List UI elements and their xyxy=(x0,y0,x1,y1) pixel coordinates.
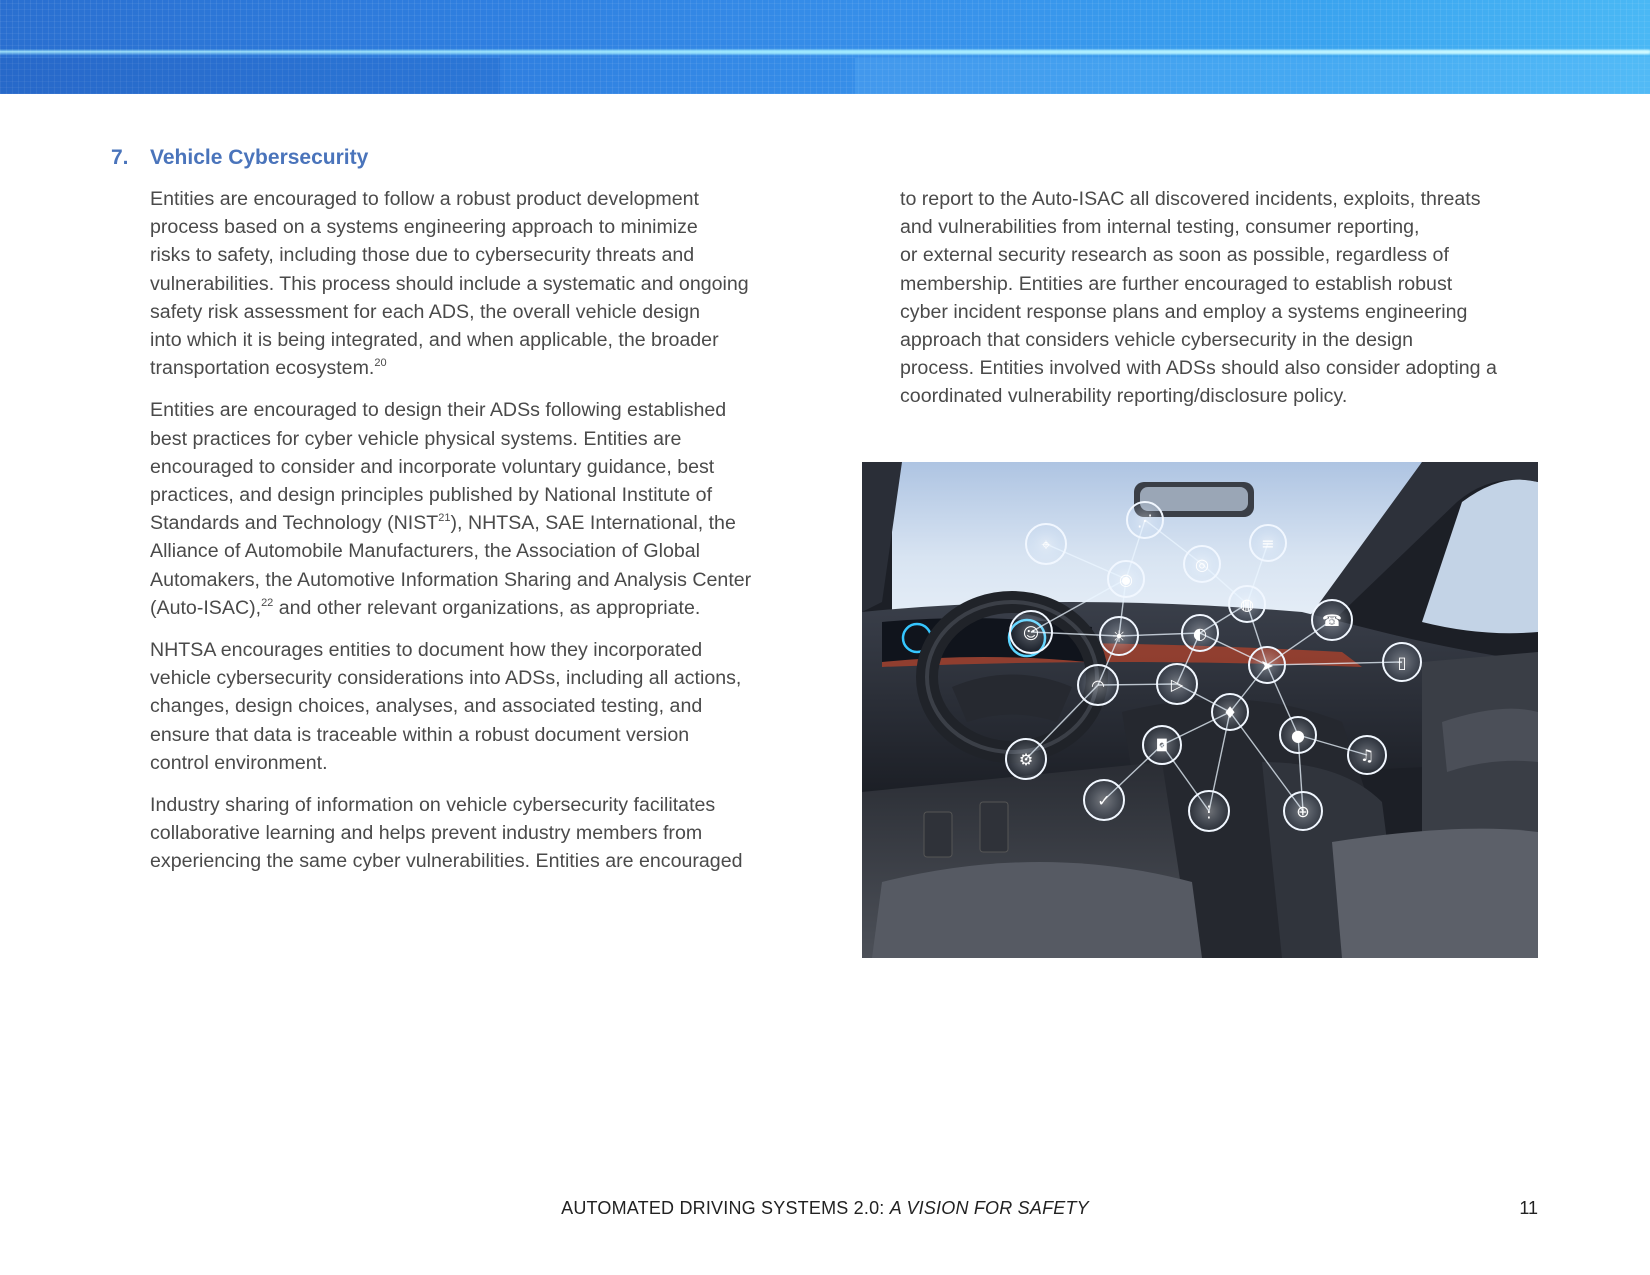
svg-text:➤: ➤ xyxy=(1260,656,1274,675)
footer-subtitle: A VISION FOR SAFETY xyxy=(889,1198,1089,1218)
page-number: 11 xyxy=(1519,1198,1538,1218)
connected-car-interior-image xyxy=(862,462,1538,958)
left-column xyxy=(150,185,800,890)
footnote-ref[interactable]: 21 xyxy=(438,512,451,525)
section-title: Vehicle Cybersecurity xyxy=(150,146,369,169)
paragraph-industry-sharing: Industry sharing of information on vehicle cybersecurity facilitates collaborative learning and helps prevent industry members from experiencing the same cyber vulnerabilities. Entities are encouraged xyxy=(150,794,743,873)
svg-text:◐: ◐ xyxy=(1193,624,1207,643)
svg-text:▯: ▯ xyxy=(1397,653,1407,672)
paragraph-best-practices: Entities are encouraged to design their ADSs following established best practices for cyber vehicle physical systems. Entities are encouraged to consider and incorporate voluntary guidance, best practices, and design principles published by National Institute of Standards and Technology (NIST$^{21}$), NHTSA, SAE International, the Alliance of Automobile Manufacturers, the Association of Global Automakers, the Automotive Information Sharing and Analysis Center (Auto-ISAC),$^{22}$ and other relevant organizations, as appropriate. xyxy=(150,399,752,619)
paragraph-auto-isac-reporting: to report to the Auto-ISAC all discovered incidents, exploits, threats and vulnerabilities from internal testing, consumer reporting, or external security research as soon as possible, regardless of membership. Entities are further encouraged to establish robust cyber incident response plans and employ a systems engineering approach that considers vehicle cybersecurity in the design process. Entities involved with ADSs should also consider adopting a coordinated vulnerability reporting/disclosure policy. xyxy=(900,188,1497,408)
page-footer xyxy=(0,1198,1650,1219)
svg-text:☀: ☀ xyxy=(1111,627,1127,646)
svg-text:≡: ≡ xyxy=(1261,534,1275,553)
right-column xyxy=(900,185,1540,425)
svg-text:⊕: ⊕ xyxy=(1296,802,1310,821)
svg-text:⌖: ⌖ xyxy=(1041,535,1051,554)
paragraph-documentation: NHTSA encourages entities to document how they incorporated vehicle cybersecurity considerations into ADSs, including all actions, changes, design choices, analyses, and associated testing, and ensure that data is traceable within a robust document version control environment. xyxy=(150,639,742,774)
svg-text:♫: ♫ xyxy=(1359,746,1375,765)
svg-text:◉: ◉ xyxy=(1119,570,1133,589)
svg-text:◘: ◘ xyxy=(1155,736,1169,755)
svg-text:▷: ▷ xyxy=(1170,675,1184,694)
footnote-ref[interactable]: 20 xyxy=(374,357,387,370)
svg-text:◍: ◍ xyxy=(1240,595,1254,614)
svg-text:♦: ♦ xyxy=(1222,703,1238,722)
svg-text:☺: ☺ xyxy=(1022,624,1040,643)
svg-text:⋰: ⋰ xyxy=(1137,511,1153,530)
svg-text:●: ● xyxy=(1291,726,1305,745)
svg-text:◠: ◠ xyxy=(1091,676,1105,695)
header-banner xyxy=(0,0,1650,94)
svg-text:✓: ✓ xyxy=(1097,791,1111,810)
svg-text:⚙: ⚙ xyxy=(1018,750,1034,769)
section-heading xyxy=(111,146,368,170)
svg-text:⋮: ⋮ xyxy=(1201,802,1217,821)
svg-text:◎: ◎ xyxy=(1195,555,1209,574)
paragraph-risk-assessment: Entities are encouraged to follow a robust product development process based on a systems engineering approach to minimize risks to safety, including those due to cybersecurity threats and vulnerabilities. This process should include a systematic and ongoing safety risk assessment for each ADS, the overall vehicle design into which it is being integrated, and when applicable, the broader transportation ecosystem.$^{20}$ xyxy=(150,188,749,380)
footer-title: AUTOMATED DRIVING SYSTEMS 2.0: xyxy=(561,1198,890,1218)
section-number: 7. xyxy=(111,146,129,169)
footnote-ref[interactable]: 22 xyxy=(261,596,274,609)
svg-text:☎: ☎ xyxy=(1322,611,1342,630)
